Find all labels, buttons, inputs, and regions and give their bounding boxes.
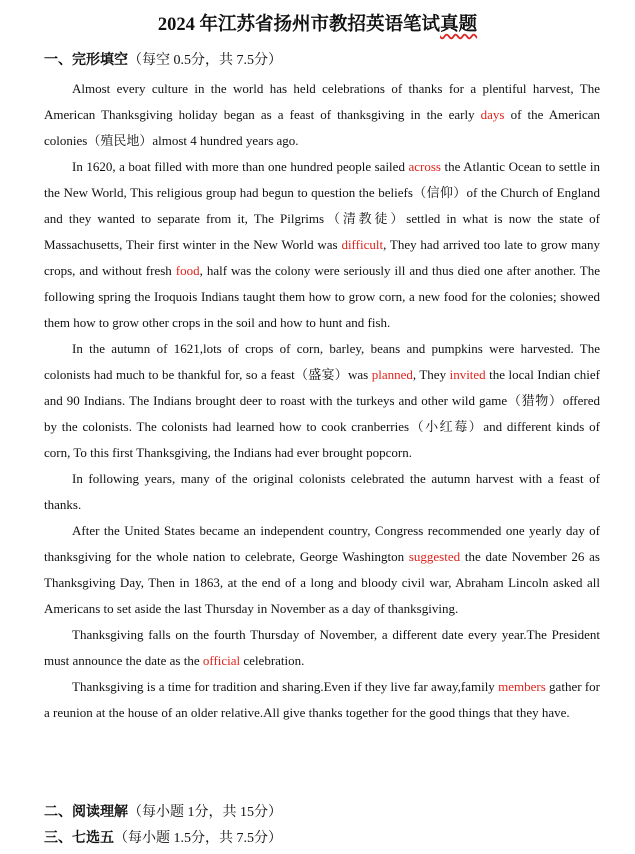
paragraph-4: In following years, many of the original colonists celebrated the autumn harvest with a feast of thanks. [44, 471, 600, 512]
section-note: （每空 0.5分，共 7.5分） [128, 53, 282, 68]
answer-word: difficult [341, 237, 384, 252]
answer-word: official [202, 653, 241, 668]
answer-word: across [408, 159, 441, 174]
document-title [0, 13, 635, 37]
section-label: 二、阅读理解 [44, 805, 128, 820]
answer-word: invited [449, 367, 486, 382]
section-note: （每小题 1.5分，共 7.5分） [114, 831, 282, 846]
section-label: 一、完形填空 [44, 53, 128, 68]
section-heading-reading [44, 803, 282, 823]
section-note: （每小题 1分，共 15分） [128, 805, 282, 820]
paragraph-3: In the autumn of 1621,lots of crops of corn, barley, beans and pumpkins were harvested. The colonists had much to be thankful for, so a feast（盛宴）was planned, They invited the local Indian chief and 90 Indians. The Indians brought deer to roast with the turkeys and other wild game（猎物）offered by the colonists. The colonists had learned how to cook cranberries（小红莓）and different kinds of corn, To this first Thanksgiving, the Indians had ever brought popcorn. [44, 341, 600, 460]
answer-word: days [480, 107, 505, 122]
section-label: 三、七选五 [44, 831, 114, 846]
answer-word: food [175, 263, 200, 278]
answer-word: planned [371, 367, 413, 382]
title-main: 2024 年江苏省扬州市教招英语笔试 [157, 15, 441, 35]
cloze-passage [44, 76, 600, 726]
section-heading-cloze [44, 51, 282, 71]
paragraph-7: Thanksgiving is a time for tradition and sharing.Even if they live far away,family members gather for a reunion at the house of an older relative.All give thanks together for the good things that they have. [44, 679, 600, 720]
title-suffix: 真题 [440, 15, 478, 35]
paragraph-2: In 1620, a boat filled with more than one hundred people sailed across the Atlantic Ocean to settle in the New World, This religious group had begun to question the beliefs（信仰）of the Church of England and they wanted to separate from it, The Pilgrims（清教徒）settled in what is now the state of Massachusetts, Their first winter in the New World was difficult, They had arrived too late to grow many crops, and without fresh food, half was the colony were seriously ill and thus died one after another. The following spring the Iroquois Indians taught them how to grow corn, a new food for the colonies; showed them how to grow other crops in the soil and how to hunt and fish. [44, 159, 601, 330]
section-heading-seven-choose-five [44, 829, 282, 849]
answer-word: suggested [408, 549, 461, 564]
paragraph-6: Thanksgiving falls on the fourth Thursday of November, a different date every year.The President must announce the date as the official celebration. [44, 627, 600, 668]
answer-word: members [498, 679, 546, 694]
paragraph-1: Almost every culture in the world has held celebrations of thanks for a plentiful harvest, The American Thanksgiving holiday began as a feast of thanksgiving in the early days of the American colonies（殖民地）almost 4 hundred years ago. [44, 81, 600, 148]
paragraph-5: After the United States became an independent country, Congress recommended one yearly day of thanksgiving for the whole nation to celebrate, George Washington suggested the date November 26 as Thanksgiving Day, Then in 1863, at the end of a long and bloody civil war, Abraham Lincoln asked all Americans to set aside the last Thursday in November as a day of thanksgiving. [44, 523, 600, 616]
